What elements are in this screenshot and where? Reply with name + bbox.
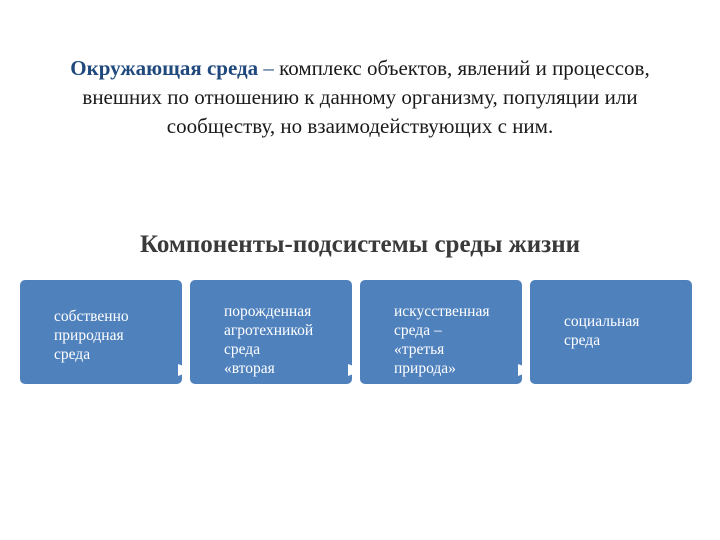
definition-text — [40, 54, 680, 141]
component-box-agro — [190, 280, 352, 396]
components-heading: Компоненты-подсистемы среды жизни — [139, 231, 581, 258]
component-box-label: социальная среда — [564, 313, 640, 349]
definition-term: Окружающая среда — [70, 56, 259, 80]
component-box-label: искусственная среда – «третья природа» — [394, 303, 490, 377]
component-box-label: собственно природная среда — [54, 308, 129, 363]
definition-body: комплекс объектов, явлений и процессов, внешних по отношению к данному организму, популяции или сообществу, но взаимодействующих с ним. — [82, 56, 650, 138]
component-box-label: порожденная агротехникой среда «вторая природа» — [224, 303, 314, 396]
component-box-natural — [20, 280, 182, 384]
component-box-social — [530, 280, 692, 384]
definition-dash: – — [258, 56, 280, 80]
component-box-artificial — [360, 280, 522, 384]
